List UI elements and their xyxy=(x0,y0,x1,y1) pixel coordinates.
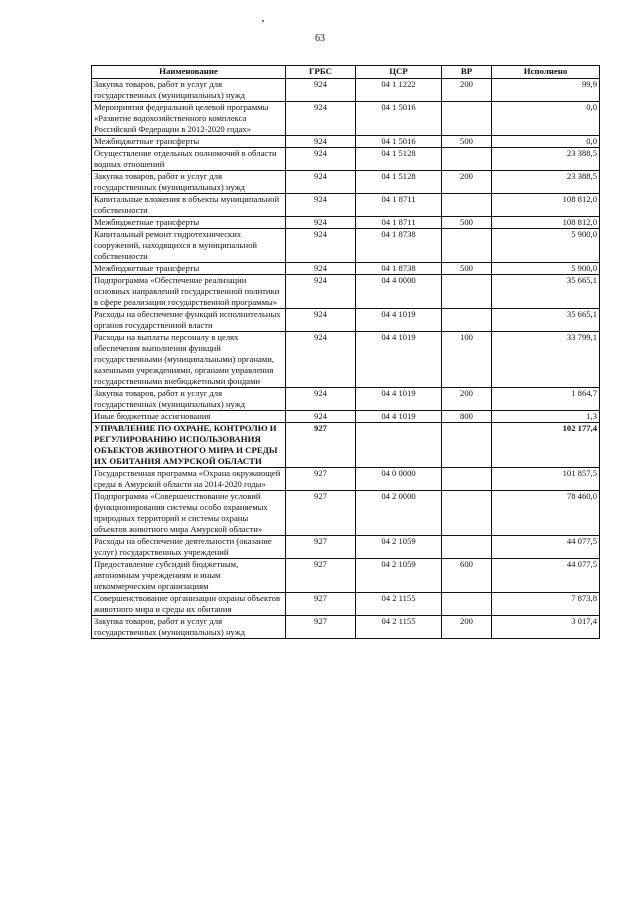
cell-exec: 102 177,4 xyxy=(492,423,600,468)
table-row xyxy=(92,536,600,559)
table-row xyxy=(92,593,600,616)
table-row xyxy=(92,148,600,171)
cell-exec: 23 388,5 xyxy=(492,171,600,194)
cell-vr: 200 xyxy=(442,388,492,411)
cell-csr: 04 1 5128 xyxy=(356,148,442,171)
table-body xyxy=(92,79,600,639)
cell-grbs: 924 xyxy=(286,136,356,148)
table-row xyxy=(92,275,600,309)
cell-name: Межбюджетные трансферты xyxy=(92,263,286,275)
cell-grbs: 924 xyxy=(286,411,356,423)
cell-name: Закупка товаров, работ и услуг для государственных (муниципальных) нужд xyxy=(92,388,286,411)
cell-grbs: 924 xyxy=(286,194,356,217)
cell-csr: 04 2 1059 xyxy=(356,559,442,593)
cell-name: Капитальный ремонт гидротехнических сооружений, находящихся в муниципальной собственности xyxy=(92,229,286,263)
cell-grbs: 924 xyxy=(286,171,356,194)
cell-vr xyxy=(442,593,492,616)
cell-exec: 23 388,5 xyxy=(492,148,600,171)
cell-exec: 33 799,1 xyxy=(492,332,600,388)
cell-exec: 7 873,8 xyxy=(492,593,600,616)
cell-grbs: 924 xyxy=(286,309,356,332)
cell-csr: 04 1 5016 xyxy=(356,136,442,148)
cell-name: Осуществление отдельных полномочий в области водных отношений xyxy=(92,148,286,171)
cell-exec: 99,9 xyxy=(492,79,600,102)
cell-name: Закупка товаров, работ и услуг для государственных (муниципальных) нужд xyxy=(92,171,286,194)
cell-exec: 78 460,0 xyxy=(492,491,600,536)
cell-name: Государственная программа «Охрана окружающей среды в Амурской области на 2014-2020 годы» xyxy=(92,468,286,491)
cell-vr xyxy=(442,275,492,309)
cell-grbs: 927 xyxy=(286,423,356,468)
cell-csr: 04 4 1019 xyxy=(356,309,442,332)
table-row xyxy=(92,388,600,411)
cell-csr: 04 2 1155 xyxy=(356,593,442,616)
cell-vr: 200 xyxy=(442,616,492,639)
table-row xyxy=(92,491,600,536)
cell-exec: 5 900,0 xyxy=(492,229,600,263)
table-row xyxy=(92,171,600,194)
table-row xyxy=(92,411,600,423)
cell-exec: 44 077,5 xyxy=(492,559,600,593)
cell-vr: 200 xyxy=(442,171,492,194)
cell-grbs: 924 xyxy=(286,102,356,136)
cell-grbs: 924 xyxy=(286,148,356,171)
table-row xyxy=(92,194,600,217)
budget-execution-table xyxy=(91,65,600,639)
table-row xyxy=(92,102,600,136)
table-row xyxy=(92,423,600,468)
cell-grbs: 927 xyxy=(286,559,356,593)
cell-vr: 500 xyxy=(442,217,492,229)
cell-grbs: 924 xyxy=(286,79,356,102)
cell-exec: 44 077,5 xyxy=(492,536,600,559)
cell-exec: 108 812,0 xyxy=(492,217,600,229)
cell-csr: 04 2 0000 xyxy=(356,491,442,536)
cell-csr: 04 4 1019 xyxy=(356,411,442,423)
cell-vr xyxy=(442,536,492,559)
table-row xyxy=(92,229,600,263)
cell-exec: 0,0 xyxy=(492,102,600,136)
cell-csr: 04 1 5128 xyxy=(356,171,442,194)
cell-vr: 500 xyxy=(442,263,492,275)
cell-exec: 0,0 xyxy=(492,136,600,148)
cell-vr xyxy=(442,491,492,536)
header-grbs: ГРБС xyxy=(286,66,356,79)
cell-grbs: 924 xyxy=(286,217,356,229)
cell-name: Предоставление субсидий бюджетным, автономным учреждениям и иным некоммерческим организациям xyxy=(92,559,286,593)
cell-grbs: 924 xyxy=(286,229,356,263)
cell-name: Совершенствование организации охраны объектов животного мира и среды их обитания xyxy=(92,593,286,616)
cell-exec: 3 017,4 xyxy=(492,616,600,639)
cell-grbs: 927 xyxy=(286,616,356,639)
cell-vr: 100 xyxy=(442,332,492,388)
cell-name: Закупка товаров, работ и услуг для государственных (муниципальных) нужд xyxy=(92,79,286,102)
page-number: 63 xyxy=(315,33,325,44)
table-row xyxy=(92,468,600,491)
cell-name: УПРАВЛЕНИЕ ПО ОХРАНЕ, КОНТРОЛЮ И РЕГУЛИРОВАНИЮ ИСПОЛЬЗОВАНИЯ ОБЪЕКТОВ ЖИВОТНОГО МИРА И СРЕДЫ ИХ ОБИТАНИЯ АМУРСКОЙ ОБЛАСТИ xyxy=(92,423,286,468)
cell-name: Расходы на обеспечение функций исполнительных органов государственной власти xyxy=(92,309,286,332)
cell-csr: 04 1 1222 xyxy=(356,79,442,102)
header-vr: ВР xyxy=(442,66,492,79)
cell-vr: 800 xyxy=(442,411,492,423)
cell-exec: 101 857,5 xyxy=(492,468,600,491)
cell-csr: 04 4 1019 xyxy=(356,332,442,388)
cell-csr xyxy=(356,423,442,468)
cell-exec: 1 864,7 xyxy=(492,388,600,411)
cell-csr: 04 0 0000 xyxy=(356,468,442,491)
cell-name: Подпрограмма «Обеспечение реализации основных направлений государственной политики в сфере реализации государственной программы» xyxy=(92,275,286,309)
table-row xyxy=(92,309,600,332)
cell-name: Капитальные вложения в объекты муниципальной собственности xyxy=(92,194,286,217)
cell-csr: 04 4 0000 xyxy=(356,275,442,309)
cell-vr xyxy=(442,102,492,136)
cell-csr: 04 1 8711 xyxy=(356,194,442,217)
header-csr: ЦСР xyxy=(356,66,442,79)
header-name: Наименование xyxy=(92,66,286,79)
cell-vr xyxy=(442,194,492,217)
cell-name: Мероприятия федеральной целевой программы «Развитие водохозяйственного комплекса Российской Федерации в 2012-2020 годах» xyxy=(92,102,286,136)
cell-grbs: 924 xyxy=(286,332,356,388)
cell-exec: 35 665,1 xyxy=(492,309,600,332)
scan-speck xyxy=(262,20,264,22)
cell-exec: 108 812,0 xyxy=(492,194,600,217)
cell-grbs: 927 xyxy=(286,593,356,616)
cell-name: Подпрограмма «Совершенствование условий функционирования системы особо охраняемых природных территорий и системы охраны объектов животного мира Амурской области» xyxy=(92,491,286,536)
cell-grbs: 924 xyxy=(286,263,356,275)
table-row xyxy=(92,616,600,639)
table-row xyxy=(92,332,600,388)
cell-grbs: 927 xyxy=(286,491,356,536)
cell-grbs: 927 xyxy=(286,536,356,559)
cell-csr: 04 1 8711 xyxy=(356,217,442,229)
cell-vr xyxy=(442,229,492,263)
cell-vr xyxy=(442,148,492,171)
cell-vr xyxy=(442,468,492,491)
table-row xyxy=(92,263,600,275)
cell-name: Иные бюджетные ассигнования xyxy=(92,411,286,423)
cell-vr: 500 xyxy=(442,136,492,148)
cell-csr: 04 1 8738 xyxy=(356,263,442,275)
cell-grbs: 924 xyxy=(286,275,356,309)
cell-csr: 04 2 1155 xyxy=(356,616,442,639)
cell-vr xyxy=(442,423,492,468)
cell-name: Закупка товаров, работ и услуг для государственных (муниципальных) нужд xyxy=(92,616,286,639)
cell-vr xyxy=(442,309,492,332)
cell-grbs: 924 xyxy=(286,388,356,411)
table-row xyxy=(92,217,600,229)
cell-vr: 200 xyxy=(442,79,492,102)
cell-exec: 35 665,1 xyxy=(492,275,600,309)
table-row xyxy=(92,136,600,148)
table-header-row xyxy=(92,66,600,79)
cell-name: Межбюджетные трансферты xyxy=(92,217,286,229)
cell-grbs: 927 xyxy=(286,468,356,491)
cell-name: Расходы на обеспечение деятельности (оказание услуг) государственных учреждений xyxy=(92,536,286,559)
cell-name: Межбюджетные трансферты xyxy=(92,136,286,148)
cell-csr: 04 1 5016 xyxy=(356,102,442,136)
cell-csr: 04 4 1019 xyxy=(356,388,442,411)
cell-name: Расходы на выплаты персоналу в целях обеспечения выполнения функций государственными (муниципальными) органами, казенными учреждениями, органами управления государственными внебюджетными фондами xyxy=(92,332,286,388)
cell-vr: 600 xyxy=(442,559,492,593)
header-exec: Исполнено xyxy=(492,66,600,79)
cell-exec: 5 900,0 xyxy=(492,263,600,275)
cell-csr: 04 2 1059 xyxy=(356,536,442,559)
table-row xyxy=(92,79,600,102)
table-row xyxy=(92,559,600,593)
cell-exec: 1,3 xyxy=(492,411,600,423)
cell-csr: 04 1 8738 xyxy=(356,229,442,263)
